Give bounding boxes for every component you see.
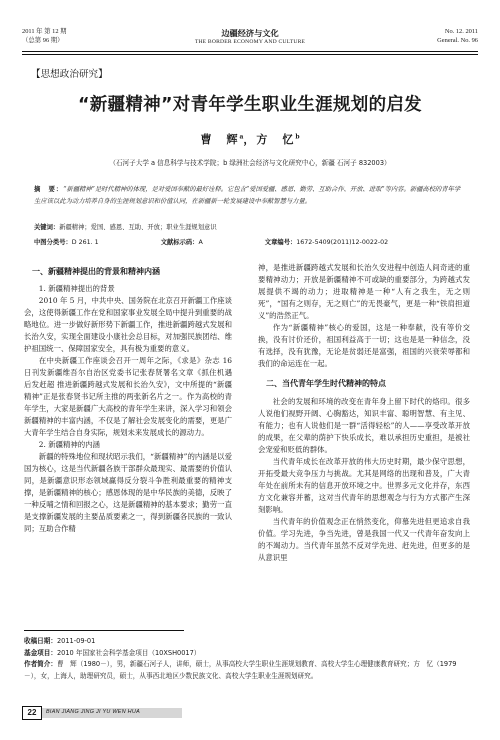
keywords: [34, 222, 217, 231]
journal-name: [22, 28, 478, 46]
paragraph: 作为“新疆精神”核心的爱国，这是一种奉献，没有等价交换，没有讨价还价，祖国利益高于一切；这也是是一种信念，没有选择，没有犹豫，无论是贫弱还是富强，祖国的兴衰荣辱都和我们的命运连在一起。: [258, 323, 470, 368]
received-date: [24, 636, 472, 648]
section-heading-1: 一、新疆精神提出的背景和精神内涵: [32, 267, 160, 276]
author-1-affil-mark: a: [239, 133, 244, 141]
paragraph: 新疆的特殊地位和现状昭示我们，“新疆精神”的内涵是以爱国为核心，这是当代新疆各族干部群众最现实、最需要的价值认同，是新疆意识形态领域赢得反分裂斗争胜利最重要的精神支撑，是新疆精神的核心；感恩体现的是中华民族的美德，反映了一种反哺之情和回报之心，这是新疆精神的基本要求；勤劳一直是支撑新疆发展的主要品质要素之一，得到新疆各民族的一致认同；互助合作精: [24, 452, 232, 533]
issue-year-number: 2011 年 第 12 期: [22, 28, 67, 35]
article-id-label: 文章编号：: [264, 239, 297, 246]
issue-total-number: （总第 96 期）: [22, 36, 64, 44]
issue-general-number-en: General. No. 96: [437, 36, 478, 44]
paragraph: 2010 年 5 月，中共中央、国务院在北京召开新疆工作座谈会，这使得新疆工作在党和国家事业发展全局中提升到重要的战略地位。进一步做好新形势下新疆工作，推进新疆跨越式发展和长治久安，实现全面建设小康社会总目标，对加强民族团结、维护祖国统一、保障国家安全，具有极为重要的意义。: [24, 296, 232, 353]
section-heading-2: 二、当代青年学生时代精神的特点: [266, 379, 386, 388]
author-1: 曹 辉: [200, 133, 240, 146]
received-value: 2011-09-01: [56, 637, 96, 645]
doc-code-value: A: [198, 239, 203, 246]
doc-code-label: 文献标示码：: [160, 239, 199, 246]
author-bio: [24, 659, 472, 682]
paragraph: 社会的发展和环境的改变在青年身上留下时代的烙印。很多人说他们视野开阔、心胸豁达，知识丰富、聪明智慧、有主见、有能力；也有人说他们是一群“活得轻松”的人——享受改革开放的成果，在父辈的荫护下快乐成长，难以承担历史重担，是被社会宠爱和贬低的群体。: [258, 397, 470, 454]
article-id-value: 1672-5409(2011)12-0022-02: [296, 239, 389, 246]
paragraph: 当代青年的价值观念正在悄然变化，仰慕先进但更追求自我价值。学习先进，争当先进，曾是我国一代又一代青年奋发向上的不竭动力。当代青年虽然不反对学先进、赶先进，但更多的是从意识里: [258, 517, 470, 562]
keywords-label: 关键词：: [34, 224, 60, 231]
author-bio-label: 作者简介：: [24, 660, 57, 668]
header-rule-thin: [22, 54, 478, 55]
header-rule-thick: [22, 51, 478, 52]
fund-value: 2010 年国家社会科学基金项目（10XSH0017）: [56, 648, 201, 657]
clc-label: 中图分类号：: [34, 239, 72, 246]
paragraph: 在中央新疆工作座谈会召开一周年之际，《求是》杂志 16 日刊发新疆维吾尔自治区党委书记张春贤署名文章《抓住机遇 后发赶超 推进新疆跨越式发展和长治久安》，文中所提的“新疆精神”正是张春贤书记所主推的两张新名片之一。作为高校的青年学生，大家是新疆广大高校的青年学生来讲，深入学习和领会新疆精神的丰富内涵，不仅是了解社会发展变化的需要，更是广大青年学生结合自身实际，规划未来发展成长的源动力。: [24, 356, 232, 437]
article-title: “新疆精神”对青年学生职业生涯规划的启发: [77, 95, 422, 115]
footnotes: [24, 636, 472, 682]
author-separator: ，: [243, 133, 257, 146]
classification-line: [34, 237, 448, 246]
fund-project: [24, 648, 472, 660]
author-bio-text: 曹 辉（1980－），男，新疆石河子人，讲师，硕士，从事高校大学生职业生涯规划教育、高校大学生心理健康教育研究；方 忆（1979－），女，上海人，助理研究员，硕士，从事西北地区少数民族文化、高校大学生职业生涯规划研究。: [24, 660, 457, 680]
body-left-column: [24, 262, 232, 535]
subsection-heading-1-1: 1. 新疆精神提出的背景: [38, 284, 115, 293]
journal-pinyin: BIAN JIANG JING JI YU WEN HUA: [46, 709, 140, 715]
paragraph: 当代青年成长在改革开放的伟大历史时期，最少保守思想，开拓受最大竞争压力与挑战。尤其是网络的出现和普及，广大青年处在前所未有的信息开放环境之中。世界多元文化并存，东西方文化兼容并蓄，这对当代青年的思想观念与行为方式都产生深刻影响。: [258, 457, 470, 514]
authors: [0, 131, 500, 147]
footer-bar: [42, 708, 182, 718]
footnote-rule: [24, 630, 184, 631]
affiliation: （石河子大学 a 信息科学与技术学院；b 绿洲社会经济与文化研究中心，新疆 石河子 832003）: [109, 159, 391, 167]
paragraph-continued: 神，是推进新疆跨越式发展和长治久安进程中创造人间奇迹的重要精神动力；开放是新疆精神不可或缺的重要部分，为跨越式发展提供不竭的动力；进取精神是一种“人有之我生，无之则死”，“国有之则存，无之则亡”的无畏豪气，更是一种“铁肩担道义”的浩然正气。: [258, 263, 470, 320]
body-right-column: [258, 262, 470, 564]
running-header: [22, 28, 478, 52]
abstract-label: 摘 要：: [34, 186, 64, 193]
issue-info-en: [437, 28, 478, 45]
journal-name-en: THE BORDER ECONOMY AND CULTURE: [194, 39, 306, 45]
fund-label: 基金项目：: [24, 648, 57, 657]
keywords-text: 新疆精神；爱国、感恩、互助、开放；职业生涯规划意识: [59, 224, 217, 231]
subsection-heading-1-2: 2. 新疆精神的内涵: [38, 440, 100, 449]
received-label: 收稿日期：: [24, 637, 57, 645]
author-2-affil-mark: b: [295, 133, 300, 141]
abstract: [34, 184, 464, 208]
author-2: 方 忆: [256, 133, 296, 146]
clc-value: D 261. 1: [71, 239, 99, 246]
issue-number-en: No. 12. 2011: [444, 28, 478, 35]
journal-name-cn: 边疆经济与文化: [221, 28, 279, 38]
abstract-text: “新疆精神”是时代精神的体现，是对爱国奉献的最好诠释。它包含“爱国爱疆、感恩、勤劳、互助合作、开放、进取”等内容。新疆高校的青年学生应该以此为动力培养自身的生涯规划意识和价值认同，在新疆新一轮发展建设中奉献智慧与力量。: [34, 186, 461, 205]
page-number: 22: [22, 706, 42, 720]
section-tag: 【思想政治研究】: [31, 69, 108, 80]
